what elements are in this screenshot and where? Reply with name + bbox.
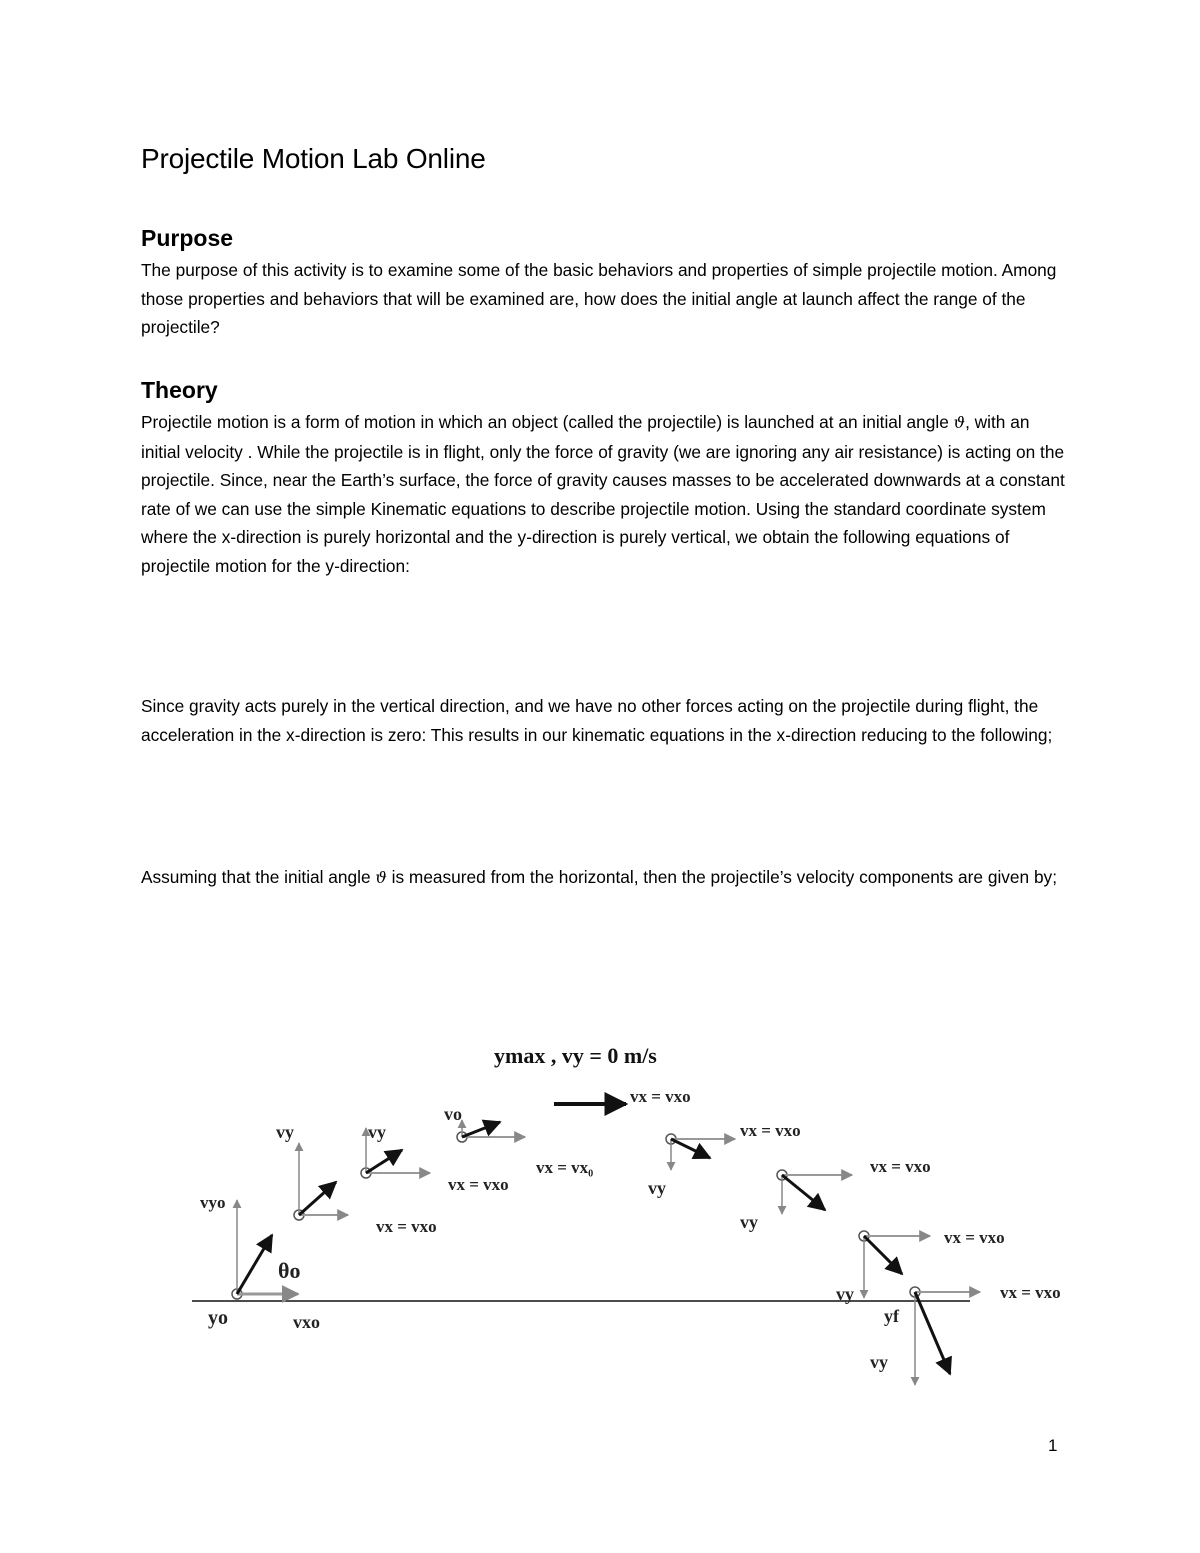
page-title: Projectile Motion Lab Online [141, 143, 486, 174]
label-vy-6: vy [740, 1212, 758, 1232]
theory-paragraph-1 [141, 408, 1071, 580]
label-yf: yf [884, 1306, 899, 1326]
trajectory-point-1 [276, 1122, 437, 1236]
label-vx-1: vx = vxo [376, 1217, 437, 1236]
theory-heading: Theory [141, 377, 218, 403]
label-theta-o: θo [278, 1258, 301, 1283]
landing-point [870, 1283, 1061, 1385]
label-vyo: vyo [200, 1193, 226, 1212]
theory-paragraph-2: Since gravity acts purely in the vertical direction, and we have no other forces acting on the projectile during flight, the acceleration in the x-direction is zero: This results in our kinematic equations in the x-direction reducing to the following; [141, 696, 1053, 745]
purpose-paragraph: The purpose of this activity is to examine some of the basic behaviors and properties of simple projectile motion. Among those properties and behaviors that will be examined are, how does the initial angle at launch affect the range of the projectile? [141, 260, 1057, 337]
theory-p1-text-b: , with an initial velocity . While the projectile is in flight, only the force of gravity (we are ignoring any air resistance) is acting on the projectile. Since, near the Earth’s surface, the force of gravity causes masses to be accelerated downwards at a constant rate of we can use the simple Kinematic equations to describe projectile motion. Using the standard coordinate system where the x-direction is purely horizontal and the y-direction is purely vertical, we obtain the following equations of projectile motion for the y-direction: [141, 412, 1065, 576]
purpose-heading: Purpose [141, 225, 234, 251]
trajectory-point-3 [444, 1104, 593, 1177]
label-vx-7: vx = vxo [944, 1228, 1005, 1247]
label-vy-2: vy [368, 1122, 386, 1142]
label-vy-7: vy [836, 1284, 854, 1304]
label-vx-2: vx = vxo [448, 1175, 509, 1194]
page-number: 1 [1048, 1436, 1058, 1455]
trajectory-apex [554, 1087, 691, 1106]
label-vy-5: vy [648, 1178, 666, 1198]
trajectory-point-2 [361, 1122, 509, 1194]
theory-p3-text-a: Assuming that the initial angle [141, 867, 376, 887]
label-yo: yo [208, 1307, 228, 1329]
trajectory-point-5 [648, 1121, 801, 1198]
label-vx-3: vx = vx₀ [536, 1158, 594, 1177]
label-vx-landing: vx = vxo [1000, 1283, 1061, 1302]
theory-p3-text-b: is measured from the horizontal, then the projectile’s velocity components are given by; [386, 867, 1057, 887]
trajectory-point-6 [740, 1157, 931, 1232]
theta-symbol: ϑ [953, 413, 966, 432]
label-vxo-ground: vxo [293, 1312, 320, 1332]
label-vy-landing: vy [870, 1352, 888, 1372]
ymax-label: ymax , vy = 0 m/s [494, 1043, 657, 1068]
label-vo-3: vo [444, 1104, 462, 1124]
theory-paragraph-3 [141, 863, 1071, 893]
projectile-motion-diagram [180, 1030, 1090, 1400]
label-vx-6: vx = vxo [870, 1157, 931, 1176]
label-vx-5: vx = vxo [740, 1121, 801, 1140]
theta-symbol-2: ϑ [375, 868, 387, 887]
label-vx-apex: vx = vxo [630, 1087, 691, 1106]
label-vy-1: vy [276, 1122, 294, 1142]
theory-p1-text-a: Projectile motion is a form of motion in which an object (called the projectile) is launched at an initial angle [141, 412, 954, 432]
